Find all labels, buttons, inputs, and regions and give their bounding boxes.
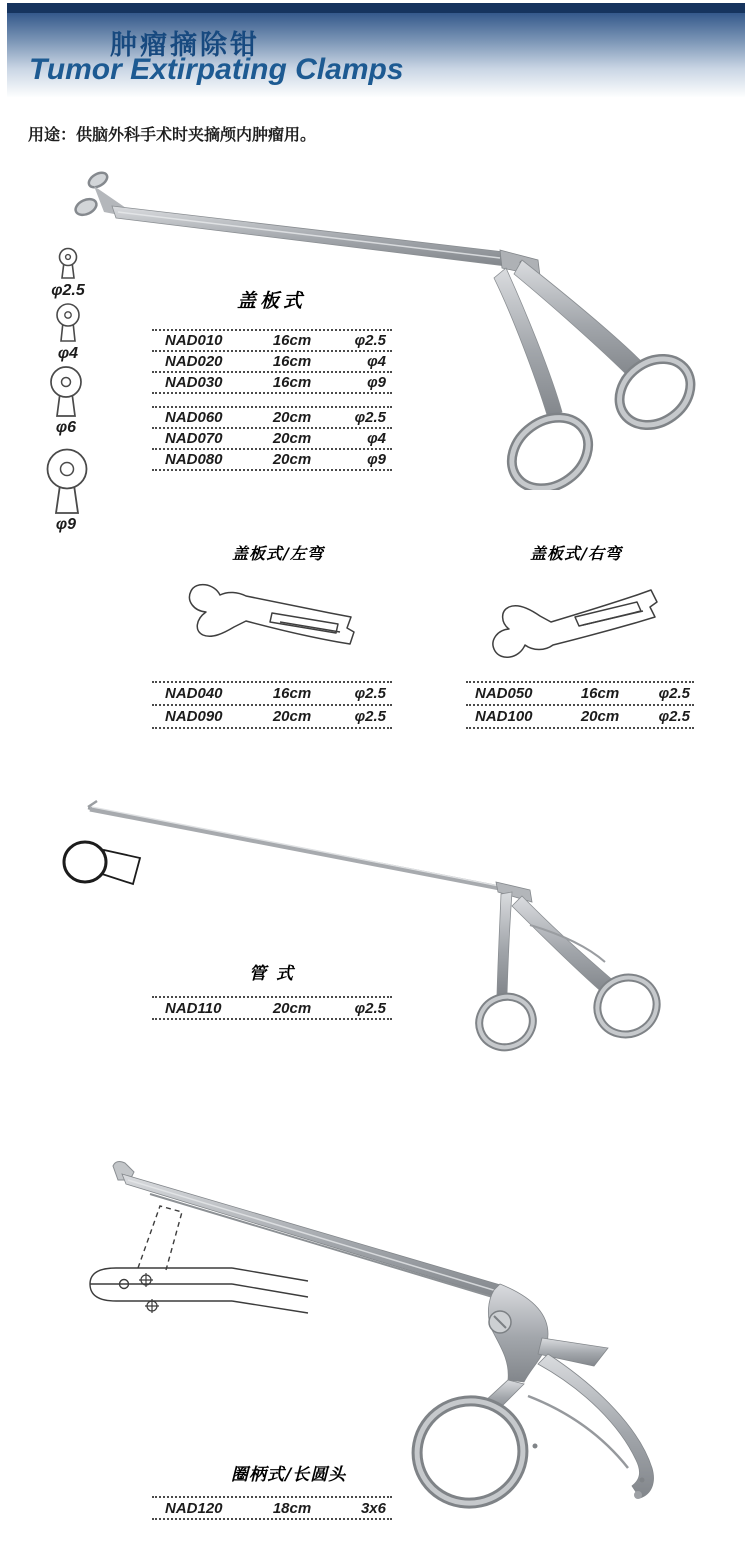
table-row	[152, 408, 392, 429]
diameter-cell: φ2.5	[658, 685, 690, 702]
section-title-ring-handle: 圈柄式/长圆头	[231, 1465, 347, 1485]
model-cell: NAD020	[165, 353, 223, 370]
right-bend-tip-drawing	[485, 575, 670, 670]
spec-table-cover-plate	[152, 329, 392, 471]
spec-table-group	[152, 406, 392, 471]
diameter-cell: φ4	[367, 353, 386, 370]
tip-gauge-icon	[38, 244, 98, 281]
usage-note: 用途：供脑外科手术时夹摘颅内肿瘤用。	[28, 127, 317, 144]
table-row	[152, 352, 392, 373]
tip-gauge-9	[36, 448, 96, 534]
size-cell: 16cm	[272, 374, 312, 391]
table-row	[466, 706, 694, 729]
diameter-cell: φ2.5	[354, 332, 386, 349]
size-cell: 20cm	[272, 451, 312, 468]
size-cell: 16cm	[272, 353, 312, 370]
model-cell: NAD040	[165, 685, 223, 702]
model-cell: NAD090	[165, 708, 223, 725]
model-cell: NAD070	[165, 430, 223, 447]
table-row	[152, 706, 392, 729]
tip-gauge-label: φ2.5	[51, 282, 85, 299]
diameter-cell: φ4	[367, 430, 386, 447]
section-title-right-bend: 盖板式/右弯	[530, 544, 622, 563]
instrument-photo-tube-forceps	[60, 790, 700, 1070]
tip-gauge-6	[36, 364, 96, 437]
table-row	[152, 683, 392, 706]
spec-table-group	[152, 681, 392, 729]
diameter-cell: φ2.5	[354, 999, 386, 1017]
instrument-photo-ring-handle-rongeur	[80, 1150, 710, 1515]
diameter-cell: φ2.5	[354, 685, 386, 702]
model-cell: NAD010	[165, 332, 223, 349]
size-cell: 18cm	[272, 1499, 312, 1517]
page-header	[7, 3, 745, 97]
left-bend-tip-drawing	[180, 575, 360, 660]
tip-gauge-icon	[36, 364, 96, 418]
diameter-cell: φ9	[367, 451, 386, 468]
spec-table-group	[466, 681, 694, 729]
diameter-cell: φ2.5	[658, 708, 690, 725]
spec-table-left-bend	[152, 681, 392, 729]
page-title-english: Tumor Extirpating Clamps	[29, 53, 404, 86]
model-cell: NAD120	[165, 1499, 223, 1517]
tip-gauge-label: φ4	[57, 345, 79, 362]
diameter-cell: φ2.5	[354, 708, 386, 725]
tip-gauge-icon	[36, 448, 98, 515]
tube-tip-ring-drawing	[64, 842, 106, 882]
table-row	[152, 373, 392, 394]
tip-gauge-label: φ9	[55, 516, 77, 533]
model-cell: NAD060	[165, 409, 223, 426]
model-cell: NAD080	[165, 451, 223, 468]
tip-gauge-label: φ6	[55, 419, 77, 436]
spec-table-right-bend	[466, 681, 694, 729]
size-cell: 20cm	[272, 999, 312, 1017]
table-row	[466, 683, 694, 706]
size-cell: 20cm	[272, 708, 312, 725]
header-navy-bar	[7, 3, 745, 13]
spec-table-group	[152, 329, 392, 394]
size-cell: 20cm	[272, 409, 312, 426]
size-cell: 20cm	[580, 708, 620, 725]
size-cell: 16cm	[272, 685, 312, 702]
page-title-chinese: 肿瘤摘除钳	[110, 30, 260, 60]
size-cell: 16cm	[580, 685, 620, 702]
tip-gauge-2-5	[38, 244, 98, 300]
diameter-cell: φ9	[367, 374, 386, 391]
diameter-cell: 3x6	[360, 1499, 386, 1517]
table-row	[152, 429, 392, 450]
model-cell: NAD030	[165, 374, 223, 391]
tip-gauge-4	[38, 300, 98, 363]
table-row	[152, 450, 392, 471]
size-cell: 20cm	[272, 430, 312, 447]
section-title-tube-type: 管式	[249, 964, 303, 984]
diameter-cell: φ2.5	[354, 409, 386, 426]
section-title-left-bend: 盖板式/左弯	[232, 544, 324, 563]
model-cell: NAD100	[475, 708, 533, 725]
model-cell: NAD110	[165, 999, 222, 1017]
section-title-cover-plate: 盖板式	[237, 290, 307, 312]
size-cell: 16cm	[272, 332, 312, 349]
table-row	[152, 331, 392, 352]
tip-gauge-icon	[38, 300, 98, 344]
model-cell: NAD050	[475, 685, 533, 702]
